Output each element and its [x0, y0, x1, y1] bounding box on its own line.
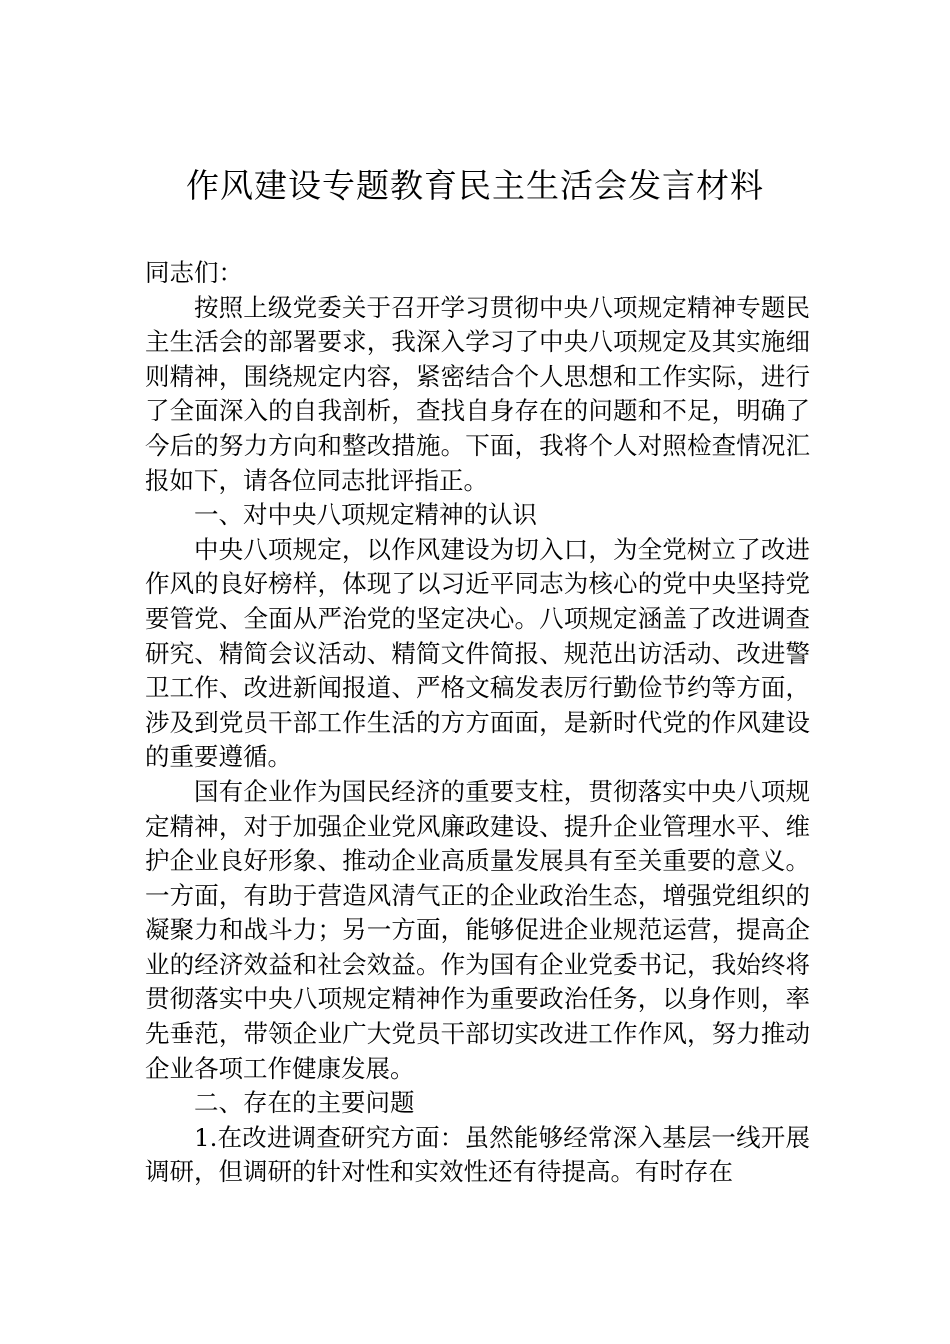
salutation: 同志们：: [145, 258, 243, 287]
section-heading-1: 一、对中央八项规定精神的认识: [194, 500, 537, 530]
document-body: [145, 256, 810, 1190]
paragraph-intro: 按照上级党委关于召开学习贯彻中央八项规定精神专题民主生活会的部署要求，我深入学习了中央八项规定及其实施细则精神，围绕规定内容，紧密结合个人思想和工作实际，进行了全面深入的自我剖析，查找自身存在的问题和不足，明确了今后的努力方向和整改措施。下面，我将个人对照检查情况汇报如下，请各位同志批评指正。: [145, 292, 810, 495]
paragraph-problem-1: 1.在改进调查研究方面：虽然能够经常深入基层一线开展调研，但调研的针对性和实效性还有待提高。有时存在: [145, 1122, 810, 1187]
paragraph-soe-significance: 国有企业作为国民经济的重要支柱，贯彻落实中央八项规定精神，对于加强企业党风廉政建设、提升企业管理水平、维护企业良好形象、推动企业高质量发展具有至关重要的意义。一方面，有助于营造风清气正的企业政治生态，增强党组织的凝聚力和战斗力；另一方面，能够促进企业规范运营，提高企业的经济效益和社会效益。作为国有企业党委书记，我始终将贯彻落实中央八项规定精神作为重要政治任务，以身作则，率先垂范，带领企业广大党员干部切实改进工作作风，努力推动企业各项工作健康发展。: [145, 776, 810, 1083]
section-heading-2: 二、存在的主要问题: [194, 1088, 415, 1118]
paragraph-understanding: 中央八项规定，以作风建设为切入口，为全党树立了改进作风的良好榜样，体现了以习近平同志为核心的党中央坚持党要管党、全面从严治党的坚定决心。八项规定涵盖了改进调查研究、精简会议活动、精简文件简报、规范出访活动、改进警卫工作、改进新闻报道、严格文稿发表厉行勤俭节约等方面，涉及到党员干部工作生活的方方面面，是新时代党的作风建设的重要遵循。: [145, 534, 810, 772]
document-title: 作风建设专题教育民主生活会发言材料: [186, 166, 764, 205]
